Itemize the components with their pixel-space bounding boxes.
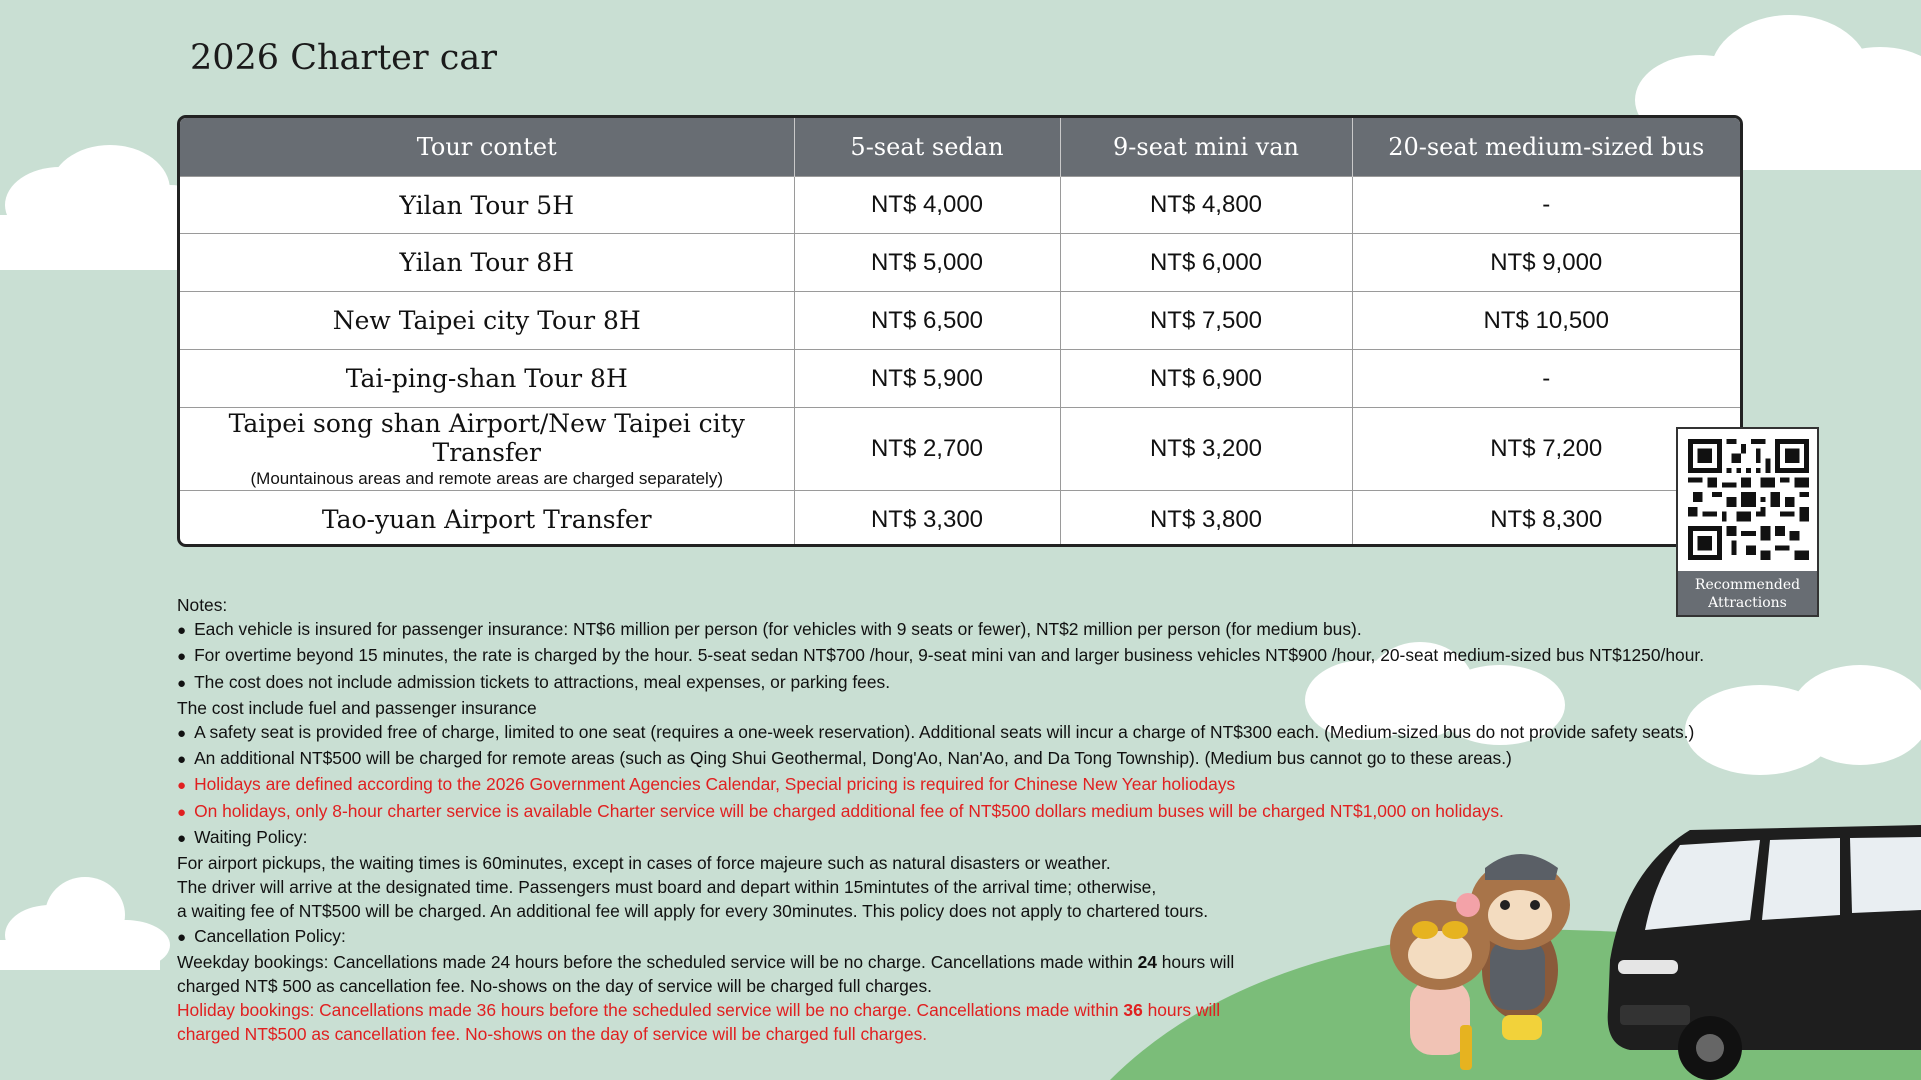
price-sedan: NT$ 5,000	[794, 234, 1060, 292]
price-sedan: NT$ 4,000	[794, 177, 1060, 234]
table-row	[180, 177, 1740, 234]
note-line: ● An additional NT$500 will be charged for remote areas (such as Qing Shui Geothermal, Dong'Ao, Nan'Ao, and Da Tong Township). (Medium bus cannot go to these areas.)	[177, 746, 1877, 772]
table-row	[180, 292, 1740, 350]
table-row	[180, 491, 1740, 548]
tour-name: Yilan Tour 8H	[180, 234, 794, 292]
mascots-and-van-illustration	[1390, 810, 1921, 1080]
price-bus: NT$ 8,300	[1352, 491, 1740, 548]
qr-label-line1: Recommended	[1694, 577, 1801, 593]
note-line: The driver will arrive at the designated time. Passengers must board and depart within 15mintutes of the arrival time; otherwise,	[177, 877, 1157, 898]
mascot-deer-with-sunglasses	[1390, 893, 1490, 1070]
price-minivan: NT$ 7,500	[1060, 292, 1352, 350]
price-minivan: NT$ 6,000	[1060, 234, 1352, 292]
tour-name: Tao-yuan Airport Transfer	[180, 491, 794, 548]
table-header-row	[180, 118, 1740, 177]
note-line: ● The cost does not include admission tickets to attractions, meal expenses, or parking fees.	[177, 670, 1877, 696]
holiday-hours: 36	[1123, 1000, 1143, 1021]
cloud-bottom-left	[0, 877, 170, 970]
note-line: ● A safety seat is provided free of charge, limited to one seat (requires a one-week reservation). Additional seats will incur a charge of NT$300 each. (Medium-sized bus do not provide safety seats.)	[177, 720, 1877, 746]
qr-label-line2: Attractions	[1708, 595, 1787, 611]
tour-name: Tai-ping-shan Tour 8H	[180, 350, 794, 408]
price-bus: NT$ 9,000	[1352, 234, 1740, 292]
tour-name-main: Taipei song shan Airport/New Taipei city Transfer	[228, 409, 745, 467]
qr-code-icon	[1688, 439, 1809, 560]
note-line: ● Cancellation Policy:	[177, 924, 1877, 950]
tour-name: New Taipei city Tour 8H	[180, 292, 794, 350]
note-line: ● For overtime beyond 15 minutes, the rate is charged by the hour. 5-seat sedan NT$700 /hour, 9-seat mini van and larger business vehicles NT$900 /hour, 20-seat medium-sized bus NT$1250/hour.	[177, 643, 1877, 669]
price-sedan: NT$ 3,300	[794, 491, 1060, 548]
header-tour: Tour contet	[180, 118, 794, 177]
tour-note: (Mountainous areas and remote areas are charged separately)	[250, 469, 723, 488]
van-illustration	[1608, 825, 1921, 1080]
price-bus: NT$ 7,200	[1352, 408, 1740, 491]
header-minivan: 9-seat mini van	[1060, 118, 1352, 177]
price-bus: -	[1352, 177, 1740, 234]
table-row	[180, 408, 1740, 491]
weekday-hours: 24	[1137, 951, 1157, 972]
note-line: a waiting fee of NT$500 will be charged. An additional fee will apply for every 30minutes. This policy does not apply to chartered tours.	[177, 901, 1209, 922]
pricing-table	[177, 115, 1743, 547]
table-row	[180, 350, 1740, 408]
holiday-cancellation-2: charged NT$500 as cancellation fee. No-shows on the day of service will be charged full charges.	[177, 1024, 928, 1045]
tour-name	[180, 408, 794, 491]
holiday-text-end: hours will	[1142, 1000, 1221, 1021]
weekday-cancellation-2: charged NT$ 500 as cancellation fee. No-shows on the day of service will be charged full charges.	[177, 976, 932, 997]
price-minivan: NT$ 3,200	[1060, 408, 1352, 491]
note-line: ● Waiting Policy:	[177, 825, 1877, 851]
table-row	[180, 234, 1740, 292]
note-line: ● Each vehicle is insured for passenger insurance: NT$6 million per person (for vehicles with 9 seats or fewer), NT$2 million per person (for medium bus).	[177, 617, 1877, 643]
price-minivan: NT$ 3,800	[1060, 491, 1352, 548]
note-line: The cost include fuel and passenger insurance	[177, 697, 537, 718]
price-minivan: NT$ 6,900	[1060, 350, 1352, 408]
note-line: ● On holidays, only 8-hour charter service is available Charter service will be charged additional fee of NT$500 dollars medium buses will be charged NT$1,000 on holidays.	[177, 799, 1877, 825]
notes-heading: Notes:	[177, 595, 228, 615]
price-bus: -	[1352, 350, 1740, 408]
note-line: For airport pickups, the waiting times is 60minutes, except in cases of force majeure such as natural disasters or weather.	[177, 853, 1111, 874]
header-sedan: 5-seat sedan	[794, 118, 1060, 177]
price-bus: NT$ 10,500	[1352, 292, 1740, 350]
price-sedan: NT$ 2,700	[794, 408, 1060, 491]
price-sedan: NT$ 5,900	[794, 350, 1060, 408]
note-line: ● Holidays are defined according to the 2026 Government Agencies Calendar, Special pricing is required for Chinese New Year holiodays	[177, 772, 1877, 798]
weekday-text: Weekday bookings: Cancellations made 24 hours before the scheduled service will be no charge. Cancellations made within	[177, 951, 1138, 972]
tour-name: Yilan Tour 5H	[180, 177, 794, 234]
price-minivan: NT$ 4,800	[1060, 177, 1352, 234]
price-sedan: NT$ 6,500	[794, 292, 1060, 350]
qr-code-card[interactable]	[1676, 427, 1819, 617]
weekday-text-end: hours will	[1156, 951, 1235, 972]
header-bus: 20-seat medium-sized bus	[1352, 118, 1740, 177]
holiday-text: Holiday bookings: Cancellations made 36 hours before the scheduled service will be no charge. Cancellations made within	[177, 1000, 1124, 1021]
page-title: 2026 Charter car	[190, 38, 497, 78]
